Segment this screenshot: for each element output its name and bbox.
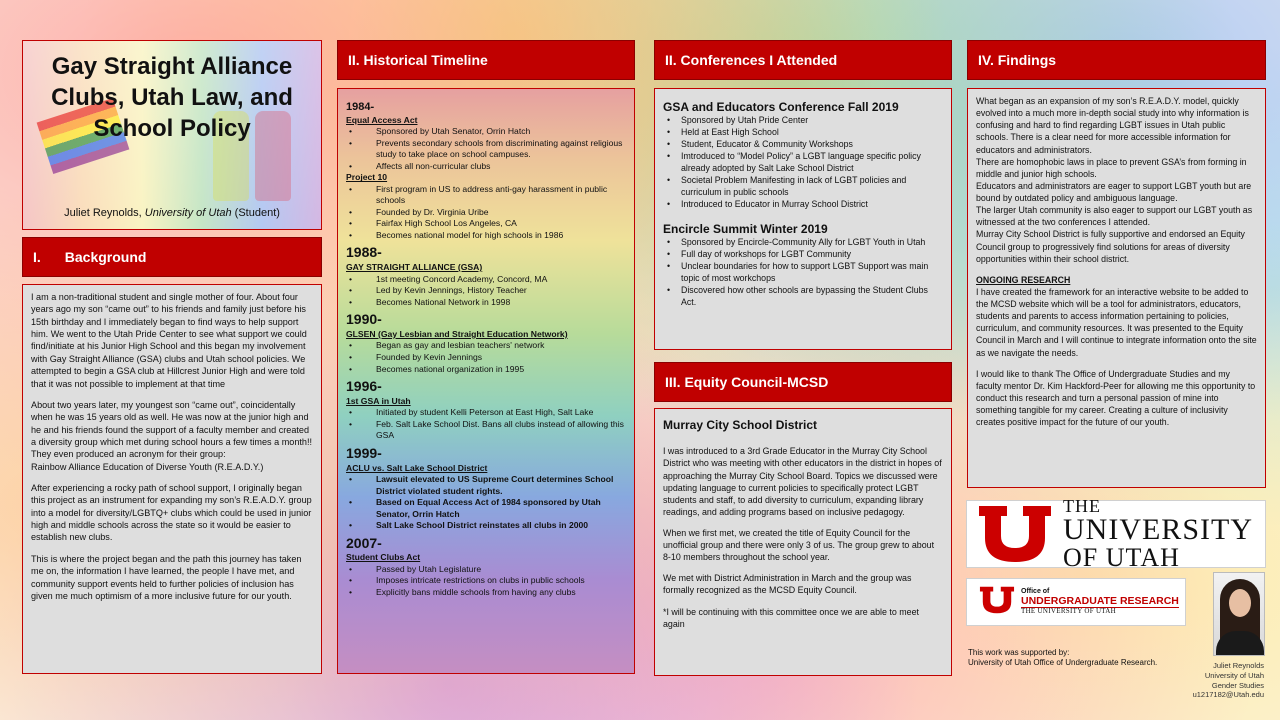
equity-header: III. Equity Council-MCSD [654, 362, 952, 402]
logo-text: Office of [1021, 588, 1050, 596]
findings-paragraph: I would like to thank The Office of Undergraduate Studies and my faculty mentor Dr. Kim Hackford-Peer for allowing me this opportunity to conduct this research and turn a personal passion of mine into something tangible for my career. Creating a culture of inclusivity creates positive impact for the future of our youth. [976, 368, 1256, 428]
equity-subtitle: Murray City School District [663, 418, 818, 432]
equity-paragraph: When we first met, we created the title of Equity Council for the unofficial group and there were only 3 of us. The group grew to about 8-10 members throughout the school year. [663, 527, 935, 563]
list-item: • Becomes national organization in 1995 [346, 364, 626, 376]
timeline-header: II. Historical Timeline [337, 40, 635, 80]
findings-paragraph: There are homophobic laws in place to prevent GSA’s from forming in middle and junior high schools. [976, 156, 1247, 179]
logo-text: OF UTAH [1063, 543, 1180, 572]
undergraduate-research-logo [966, 578, 1186, 626]
support-note: This work was supported by: University of Utah Office of Undergraduate Research. [968, 648, 1158, 668]
timeline-event: GAY STRAIGHT ALLIANCE (GSA) [346, 262, 483, 273]
timeline-year: 1988- [346, 244, 382, 261]
list-item: • Initiated by student Kelli Peterson at East High, Salt Lake [346, 407, 626, 419]
findings-body [967, 88, 1266, 488]
conferences-header: II. Conferences I Attended [654, 40, 952, 80]
list-item: • Introduced to Educator in Murray School District [663, 199, 943, 211]
ongoing-research-label: ONGOING RESEARCH [976, 274, 1071, 285]
list-item: • 1st meeting Concord Academy, Concord, MA [346, 274, 626, 286]
contact-email: u1217182@Utah.edu [1192, 690, 1264, 700]
list-item: • Prevents secondary schools from discriminating against religious study to take place on school campuses. [346, 138, 626, 161]
list-item: • Becomes National Network in 1998 [346, 297, 626, 309]
list-item: • Led by Kevin Jennings, History Teacher [346, 285, 626, 297]
timeline-year: 1999- [346, 444, 382, 461]
logo-text: UNIVERSITY [1063, 513, 1253, 546]
poster-title: Gay Straight Alliance Clubs, Utah Law, and School Policy [51, 53, 293, 143]
findings-paragraph: Educators and administrators are eager to support LGBT youth but are bound by outdated policy and ambiguous language. [976, 180, 1252, 203]
timeline-list [346, 274, 626, 309]
timeline-list [346, 564, 626, 599]
logo-text: UNDERGRADUATE RESEARCH [1021, 594, 1179, 607]
author-photo [1213, 572, 1265, 656]
list-item: • Imtroduced to “Model Policy” a LGBT language specific policy already adopted by Salt Lake School District [663, 151, 943, 175]
block-u-icon [975, 503, 1055, 565]
conference-list [663, 115, 943, 211]
timeline-list [346, 184, 626, 242]
author-affiliation: University of Utah [144, 207, 232, 219]
university-of-utah-logo [966, 496, 1266, 572]
contact-info: Juliet Reynolds University of Utah Gender Studies u1217182@Utah.edu [1172, 661, 1264, 700]
timeline-year: 2007- [346, 534, 382, 551]
background-body [22, 284, 322, 674]
background-paragraph: I am a non-traditional student and single mother of four. About four years ago my son “came out” to his friends and family just before his 15th birthday and I immediately began to find ways to help support him. We went to the Utah Pride Center to see what support we could find/initiate at his Junior High School and this began my involvement with Gay Straight Alliance (GSA) clubs and Utah school policies. We attempted to begin a GSA club at Hillcrest Junior High and were told that it was not possible to implement at that time [31, 292, 307, 389]
block-u-icon [979, 585, 1015, 620]
timeline-event: GLSEN (Gay Lesbian and Straight Education Network) [346, 328, 568, 339]
conferences-body [654, 88, 952, 350]
background-paragraph: After experiencing a rocky path of school support, I originally began this project as an instrument for expanding my son’s R.E.A.D.Y. group into a model for diversity/LGBTQ+ clubs which could be used in junior high and middle schools across the state so it would be easier to establish new clubs. [31, 483, 312, 543]
logo-text: THE UNIVERSITY OF UTAH [1021, 607, 1117, 616]
timeline-event: Student Clubs Act [346, 552, 421, 563]
findings-paragraph: Murray City School District is fully supportive and endorsed an Equity Council group to progressively find solutions for areas of diversity opportunities within their school district. [976, 229, 1245, 264]
timeline-event: ACLU vs. Salt Lake School District [346, 462, 488, 473]
timeline-year: 1984- [346, 101, 375, 113]
timeline-body [337, 88, 635, 674]
background-header: I. Background [22, 237, 322, 277]
equity-paragraph: *I will be continuing with this committee once we are able to meet again [663, 606, 920, 629]
timeline-event: Equal Access Act [346, 114, 418, 125]
background-paragraph: This is where the project began and the path this journey has taken me on, the information I have learned, the people I have met, and community support events held to further policies of inclusion has given me much optimism of a more inclusive future for our youth. [31, 553, 302, 601]
conference-list [663, 237, 943, 309]
equity-paragraph: I was introduced to a 3rd Grade Educator in the Murray City School District who was meeting with other educators in the district in hopes of approaching the Murray City School Board. Topics we discussed were updating language to current policies to specifically protect LGBT students and staff, to add diversity to curriculum, expanding library readings, and adding programs based on inclusive pedagogy. [663, 446, 942, 517]
timeline-list [346, 474, 626, 532]
background-paragraph: About two years later, my youngest son “came out”, coincidentally when he was 15 years old as well. He was now at the junior high and he and his friends found the support of a faculty member and created a diversity group which met during school hours a few times a month!! They even produced an acronym for their group: [31, 399, 313, 460]
list-item: • Becomes national model for high schools in 1986 [346, 230, 626, 242]
findings-header: IV. Findings [967, 40, 1266, 80]
list-item: • Feb. Salt Lake School Dist. Bans all clubs instead of allowing this GSA [346, 419, 626, 442]
list-item: • Sponsored by Utah Pride Center [663, 115, 943, 127]
timeline-list [346, 340, 626, 375]
list-item: • Salt Lake School District reinstates all clubs in 2000 [346, 520, 626, 532]
list-item: • Full day of workshops for LGBT Community [663, 249, 943, 261]
author-role: (Student) [234, 207, 280, 219]
list-item: • Affects all non-curricular clubs [346, 161, 626, 173]
findings-paragraph: The larger Utah community is also eager to support our LGBT youth as witnessed at the two conferences I attended. [976, 205, 1253, 228]
findings-paragraph: I have created the framework for an interactive website to be added to the MCSD website which will be a tool for administrators, educators, students and parents to access information pertaining to policies, curriculum, and community resources. It was presented to the Equity Council in March and I will continue to integrate information onto the site as we navigate the needs. [976, 286, 1257, 358]
list-item: • Fairfax High School Los Angeles, CA [346, 218, 626, 230]
equity-paragraph: We met with District Administration in March and the group was formally recognized as the MCSD Equity Council. [663, 573, 912, 596]
timeline-list [346, 407, 626, 442]
timeline-year: 1990- [346, 311, 382, 328]
list-item: • Sponsored by Utah Senator, Orrin Hatch [346, 126, 626, 138]
author-name: Juliet Reynolds, [64, 207, 142, 219]
list-item: • Based on Equal Access Act of 1984 sponsored by Utah Senator, Orrin Hatch [346, 497, 626, 520]
list-item: • First program in US to address anti-gay harassment in public schools [346, 184, 626, 207]
title-panel [22, 40, 322, 230]
conference-title: GSA and Educators Conference Fall 2019 [663, 100, 899, 114]
author-line [23, 207, 321, 219]
list-item: • Unclear boundaries for how to support LGBT Support was main topic of most workchops [663, 261, 943, 285]
findings-paragraph: What began as an expansion of my son’s R.E.A.D.Y. model, quickly evolved into a much more in-depth social study into why information is confusing and hard to find regarding LGBT issues in Utah public schools. There is a clear need for more accessible information for educators and administrators. [976, 96, 1249, 155]
background-paragraph: Rainbow Alliance Education of Diverse Youth (R.E.A.D.Y.) [31, 461, 264, 472]
list-item: • Began as gay and lesbian teachers' network [346, 340, 626, 352]
timeline-year: 1996- [346, 378, 382, 395]
list-item: • Student, Educator & Community Workshops [663, 139, 943, 151]
list-item: • Societal Problem Manifesting in lack of LGBT policies and curriculum in public schools [663, 175, 943, 199]
list-item: • Founded by Dr. Virginia Uribe [346, 207, 626, 219]
timeline-event: Project 10 [346, 172, 388, 183]
list-item: • Imposes intricate restrictions on clubs in public schools [346, 575, 626, 587]
timeline-list [346, 126, 626, 172]
list-item: • Passed by Utah Legislature [346, 564, 626, 576]
timeline-event: 1st GSA in Utah [346, 395, 411, 406]
list-item: • Sponsored by Encircle-Community Ally for LGBT Youth in Utah [663, 237, 943, 249]
list-item: • Founded by Kevin Jennings [346, 352, 626, 364]
list-item: • Discovered how other schools are bypassing the Student Clubs Act. [663, 285, 943, 309]
conference-title: Encircle Summit Winter 2019 [663, 221, 828, 236]
equity-body [654, 408, 952, 676]
list-item: • Explicitly bans middle schools from having any clubs [346, 587, 626, 599]
list-item: • Lawsuit elevated to US Supreme Court determines School District violated student rights. [346, 474, 626, 497]
list-item: • Held at East High School [663, 127, 943, 139]
logo-text: THE [1063, 496, 1101, 516]
